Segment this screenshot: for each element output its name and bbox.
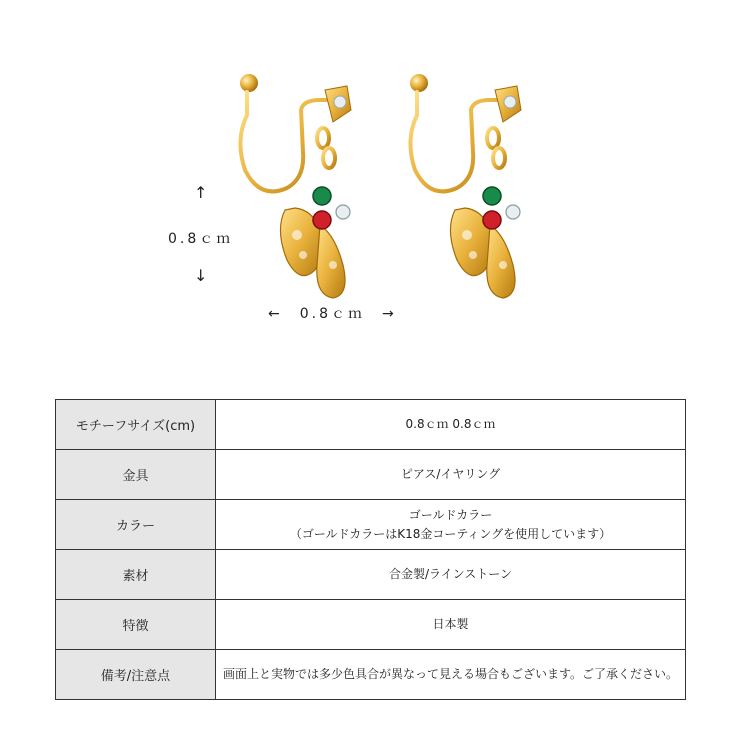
spec-value-line: ゴールドカラー xyxy=(408,507,493,522)
table-row xyxy=(56,600,686,650)
spec-table xyxy=(55,399,686,700)
table-row xyxy=(56,500,686,550)
earring-right-image xyxy=(395,60,535,310)
spec-value xyxy=(216,500,686,550)
spec-value: 合金製/ラインストーン xyxy=(216,550,686,600)
spec-label: 金具 xyxy=(56,450,216,500)
height-label: 0.8ｃｍ xyxy=(168,231,234,247)
table-row xyxy=(56,650,686,700)
table-row xyxy=(56,400,686,450)
arrow-up-icon: ↑ xyxy=(194,183,208,202)
spec-value: 日本製 xyxy=(216,600,686,650)
arrow-down-icon: ↓ xyxy=(194,266,208,285)
spec-value: 0.8ｃｍ 0.8ｃｍ xyxy=(216,400,686,450)
width-label: ← 0.8ｃｍ → xyxy=(268,306,397,322)
table-row xyxy=(56,550,686,600)
spec-value-note: （ゴールドカラーはK18金コーティングを使用しています） xyxy=(289,526,612,541)
table-row xyxy=(56,450,686,500)
spec-label: カラー xyxy=(56,500,216,550)
spec-label: 素材 xyxy=(56,550,216,600)
spec-label: 特徴 xyxy=(56,600,216,650)
earring-left-image xyxy=(225,60,365,310)
spec-value: ピアス/イヤリング xyxy=(216,450,686,500)
spec-value: 画面上と実物では多少色具合が異なって見える場合もございます。ご了承ください。 xyxy=(216,650,686,700)
spec-label: 備考/注意点 xyxy=(56,650,216,700)
spec-label: モチーフサイズ(cm) xyxy=(56,400,216,450)
